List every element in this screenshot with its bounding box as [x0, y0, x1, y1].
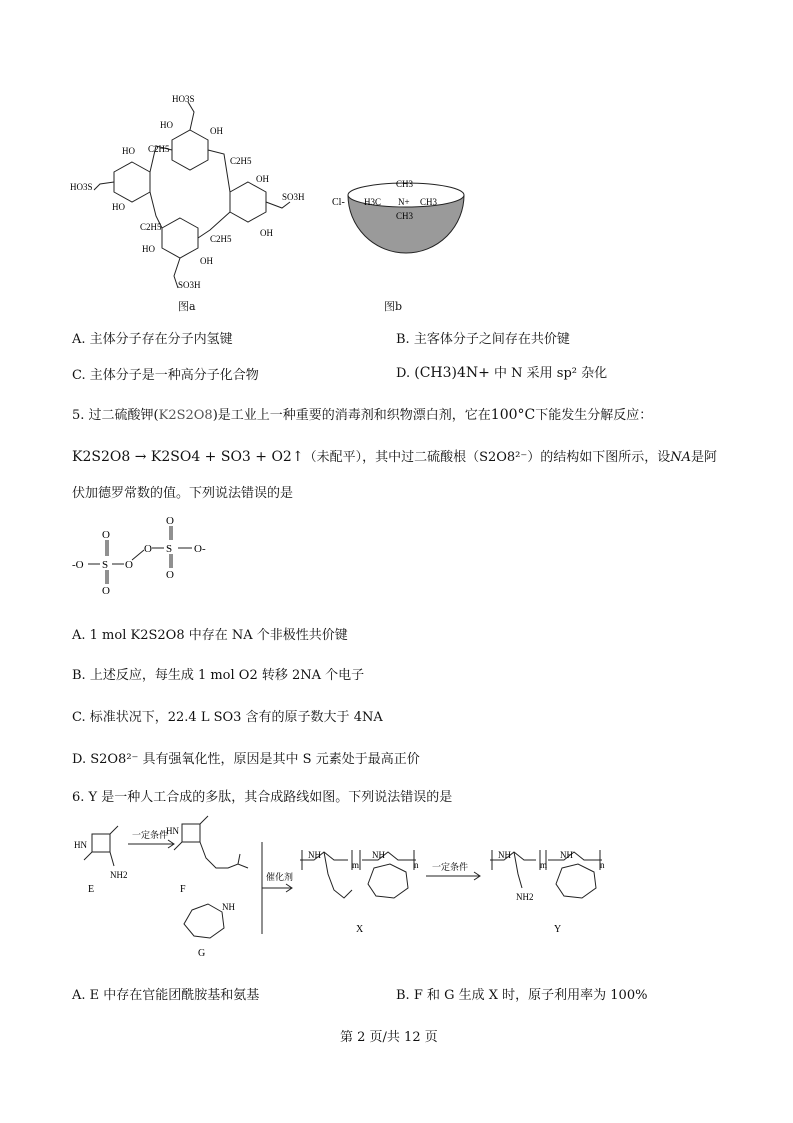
label-oh-2: OH	[210, 126, 223, 136]
label-oh-4: OH	[256, 174, 269, 184]
scheme-catalyst: 催化剂	[266, 872, 294, 882]
q5-line1-formula: K2S2O8	[158, 408, 213, 423]
scheme-label-y: Y	[554, 924, 562, 935]
scheme-nh-y1: NH	[498, 850, 511, 860]
label-so3h-2: HO3S	[70, 182, 93, 192]
scheme-nh-g: NH	[222, 902, 235, 912]
label-c2h5-4: C2H5	[210, 234, 232, 244]
q5-line1-mid: )是工业上一种重要的消毒剂和织物漂白剂，它在	[212, 408, 491, 423]
scheme-label-x: X	[356, 924, 364, 935]
scheme-m-y: m	[540, 860, 548, 870]
scheme-cond1: 一定条件	[132, 830, 169, 840]
scheme-n-x: n	[414, 860, 419, 870]
scheme-nh-x1: NH	[308, 850, 321, 860]
q5-stem-line1	[72, 404, 652, 423]
label-n-center: N+	[398, 197, 410, 207]
label-ch3-bottom: CH3	[396, 211, 414, 221]
scheme-hn-f: HN	[166, 826, 179, 836]
struct-o-peroxo-2: O	[144, 543, 152, 555]
scheme-m-x: m	[352, 860, 360, 870]
label-oh-1: HO	[160, 120, 173, 130]
scheme-nh2-e: NH2	[110, 870, 128, 880]
q5-line1-temp: 100°C	[490, 407, 536, 423]
q4-option-d-text: 中 N 采用 sp² 杂化	[494, 366, 608, 381]
scheme-label-g: G	[198, 948, 206, 959]
q4-option-c[interactable]: C. 主体分子是一种高分子化合物	[72, 368, 259, 383]
q5-option-b[interactable]: B. 上述反应，每生成 1 mol O2 转移 2NA 个电子	[72, 668, 365, 683]
caption-b: 图b	[384, 300, 403, 313]
caption-a: 图a	[178, 300, 196, 313]
q6-scheme	[70, 812, 640, 962]
guest-cavity-diagram	[330, 165, 480, 275]
struct-o-left-top: O	[102, 529, 110, 541]
label-so3h-1: HO3S	[172, 94, 195, 104]
q5-line2-mid: （未配平），其中过二硫酸根（S2O8²⁻）的结构如下图所示，设	[303, 450, 671, 465]
q5-line2-post: 是阿	[691, 450, 718, 465]
scheme-label-e: E	[88, 884, 95, 895]
q5-structure	[70, 512, 230, 598]
peroxodisulfate-diagram	[70, 512, 230, 598]
q5-option-c[interactable]: C. 标准状况下，22.4 L SO3 含有的原子数大于 4NA	[72, 710, 383, 725]
q6-option-b[interactable]: B. F 和 G 生成 X 时，原子利用率为 100%	[396, 988, 648, 1003]
q5-line2-na: NA	[670, 450, 692, 465]
q5-option-a[interactable]: A. 1 mol K2S2O8 中存在 NA 个非极性共价键	[72, 628, 348, 643]
label-c2h5-1: C2H5	[148, 144, 170, 154]
q4-option-b[interactable]: B. 主客体分子之间存在共价键	[396, 332, 570, 347]
q5-equation: K2S2O8 → K2SO4 + SO3 + O2↑	[72, 449, 304, 465]
label-cl: Cl-	[332, 197, 345, 208]
label-so3h-3: SO3H	[282, 192, 305, 202]
q4-option-d-prefix: D.	[396, 366, 411, 381]
scheme-nh-y2: NH	[560, 850, 573, 860]
label-oh-6: OH	[260, 228, 273, 238]
q5-stem-line3: 伏加德罗常数的值。下列说法错误的是	[72, 486, 294, 501]
label-oh-5: HO	[112, 202, 125, 212]
q5-stem-line2	[72, 446, 717, 465]
label-c2h5-3: C2H5	[140, 222, 162, 232]
page-footer: 第 2 页/共 12 页	[340, 1030, 438, 1045]
q5-option-d[interactable]: D. S2O8²⁻ 具有强氧化性，原因是其中 S 元素处于最高正价	[72, 752, 420, 767]
scheme-n-y: n	[600, 860, 605, 870]
struct-o-peroxo-1: O	[125, 559, 133, 571]
struct-o-right-top: O	[166, 515, 174, 527]
figure-b	[330, 165, 480, 275]
struct-o-minus-left: -O	[72, 559, 84, 571]
scheme-label-f: F	[180, 884, 186, 895]
q5-line1-pre: 5. 过二硫酸钾(	[72, 408, 159, 423]
q6-stem: 6. Y 是一种人工合成的多肽，其合成路线如图。下列说法错误的是	[72, 790, 453, 805]
scheme-hn-e: HN	[74, 840, 87, 850]
struct-s-right: S	[166, 543, 173, 555]
label-oh-7: HO	[142, 244, 155, 254]
q4-option-d-formula: (CH3)4N+	[414, 365, 490, 381]
label-ch3-right: CH3	[420, 197, 438, 207]
label-c2h5-2: C2H5	[230, 156, 252, 166]
figure-a	[60, 90, 320, 320]
scheme-nh2-y: NH2	[516, 892, 534, 902]
q4-option-d[interactable]	[396, 362, 607, 381]
struct-o-minus-right: O-	[194, 543, 206, 555]
q4-option-a[interactable]: A. 主体分子存在分子内氢键	[72, 332, 233, 347]
scheme-nh-x2: NH	[372, 850, 385, 860]
label-oh-3: HO	[122, 146, 135, 156]
label-ch3-top: CH3	[396, 179, 414, 189]
host-molecule-diagram	[60, 90, 320, 320]
label-so3h-4: SO3H	[178, 280, 201, 290]
label-ch3-left: H3C	[364, 197, 382, 207]
q6-option-a[interactable]: A. E 中存在官能团酰胺基和氨基	[72, 988, 260, 1003]
scheme-cond2: 一定条件	[432, 862, 469, 872]
synthesis-route-diagram	[70, 812, 640, 962]
struct-o-left-bottom: O	[102, 585, 110, 597]
struct-o-right-bottom: O	[166, 569, 174, 581]
label-oh-8: OH	[200, 256, 213, 266]
q5-line1-post: 下能发生分解反应：	[535, 408, 653, 423]
struct-s-left: S	[102, 559, 109, 571]
